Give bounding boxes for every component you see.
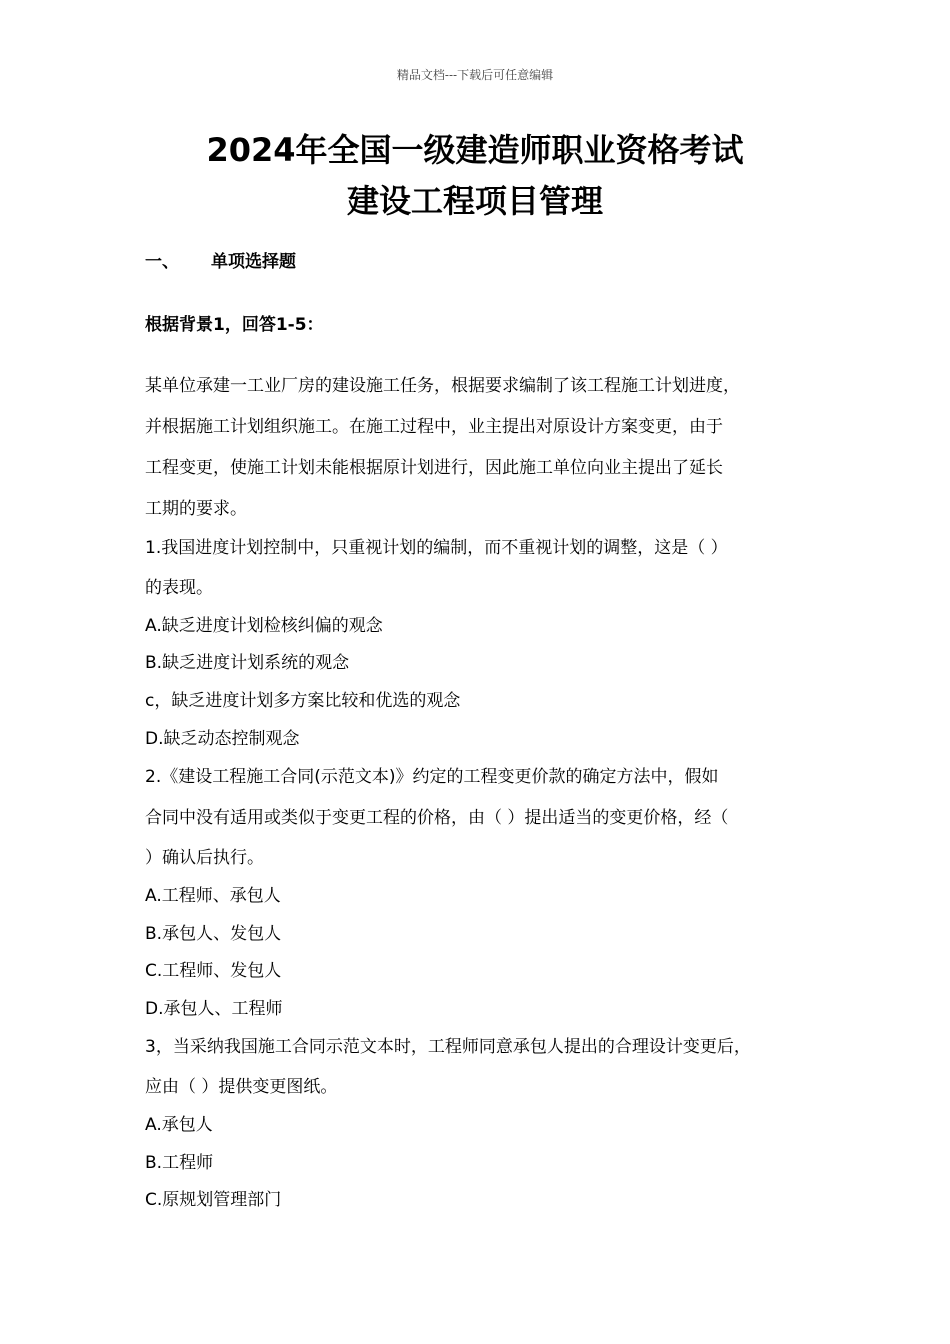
background-paragraph-line: 工期的要求。 <box>145 499 247 519</box>
question-2-option-b: B.承包人、发包人 <box>145 924 282 944</box>
document-title-line-2: 建设工程项目管理 <box>346 182 603 220</box>
background-heading: 根据背景1，回答1-5： <box>145 315 324 335</box>
section-title: 单项选择题 <box>211 252 296 272</box>
question-3-stem: 应由（ ）提供变更图纸。 <box>145 1077 338 1097</box>
background-paragraph-line: 并根据施工计划组织施工。在施工过程中，业主提出对原设计方案变更，由于 <box>145 417 723 437</box>
question-2-stem: ）确认后执行。 <box>145 848 264 868</box>
background-paragraph-line: 某单位承建一工业厂房的建设施工任务，根据要求编制了该工程施工计划进度， <box>145 376 740 396</box>
question-1-option-a: A.缺乏进度计划检核纠偏的观念 <box>145 616 383 636</box>
question-2-option-c: C.工程师、发包人 <box>145 961 282 981</box>
question-1-option-c: c，缺乏进度计划多方案比较和优选的观念 <box>145 691 461 711</box>
section-number: 一、 <box>145 252 179 272</box>
question-2-option-a: A.工程师、承包人 <box>145 886 281 906</box>
question-1-option-b: B.缺乏进度计划系统的观念 <box>145 653 350 673</box>
question-2-option-d: D.承包人、工程师 <box>145 999 283 1019</box>
question-1-option-d: D.缺乏动态控制观念 <box>145 729 300 749</box>
question-3-option-c: C.原规划管理部门 <box>145 1190 282 1210</box>
question-3-option-b: B.工程师 <box>145 1153 214 1173</box>
document-title-line-1: 2024年全国一级建造师职业资格考试 <box>206 131 744 169</box>
question-2-stem: 2.《建设工程施工合同(示范文本)》约定的工程变更价款的确定方法中，假如 <box>145 767 719 787</box>
question-1-stem: 1.我国进度计划控制中，只重视计划的编制，而不重视计划的调整，这是（ ） <box>145 538 728 558</box>
question-3-stem: 3，当采纳我国施工合同示范文本时，工程师同意承包人提出的合理设计变更后， <box>145 1037 751 1057</box>
question-3-option-a: A.承包人 <box>145 1115 213 1135</box>
question-1-stem: 的表现。 <box>145 578 213 598</box>
page-header-note: 精品文档---下载后可任意编辑 <box>396 68 554 82</box>
question-2-stem: 合同中没有适用或类似于变更工程的价格，由（ ）提出适当的变更价格，经（ <box>145 808 729 828</box>
background-paragraph-line: 工程变更，使施工计划未能根据原计划进行，因此施工单位向业主提出了延长 <box>145 458 723 478</box>
